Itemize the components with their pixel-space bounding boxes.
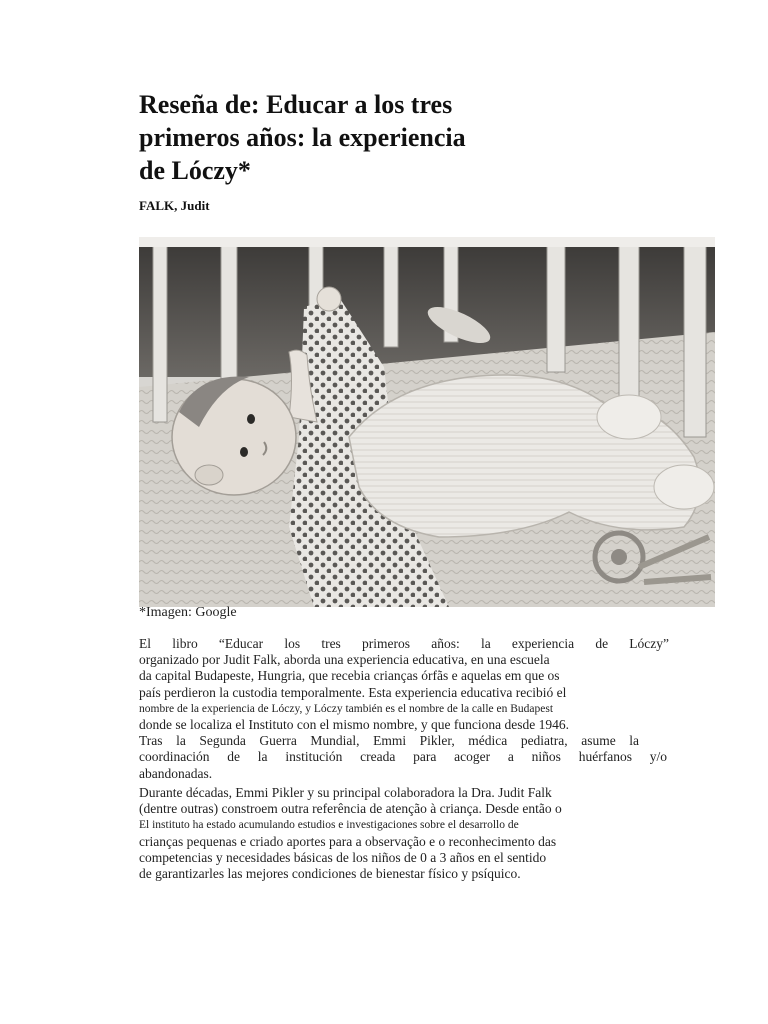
text-line: El libro “Educar los tres primeros años: la experiencia de Lóczy” [139, 636, 669, 651]
title-line: de Lóczy* [139, 156, 251, 185]
text-line: competencias y necesidades básicas de los niños de 0 a 3 años en el sentido [139, 849, 547, 865]
paragraph-2 [139, 785, 639, 882]
text-line: Tras la Segunda Guerra Mundial, Emmi Pikler, médica pediatra, asume la [139, 733, 639, 749]
text-line: (dentre outras) constroem outra referência de atenção à criança. Desde então o [139, 801, 562, 817]
text-line: da capital Budapeste, Hungria, que recebia crianças órfãs e aquelas em que os [139, 668, 560, 684]
text-line: país perdieron la custodia temporalmente. Esta experiencia educativa recibió el [139, 684, 567, 700]
text-line: Durante décadas, Emmi Pikler y su principal colaboradora la Dra. Judit Falk [139, 785, 552, 800]
text-line: donde se localiza el Instituto con el mismo nombre, y que funciona desde 1946. [139, 717, 570, 733]
text-line: organizado por Judit Falk, aborda una experiencia educativa, en una escuela [139, 652, 550, 668]
author-name: FALK, Judit [139, 198, 210, 213]
photo-illustration [139, 237, 715, 607]
text-line: de garantizarles las mejores condiciones de bienestar físico y psíquico. [139, 866, 521, 882]
text-line: crianças pequenas e criado aportes para a observação e o reconhecimento das [139, 833, 557, 849]
text-line: coordinación de la institución creada para acoger a niños huérfanos y/o [139, 749, 667, 765]
paragraph-1 [139, 622, 669, 782]
text-line: El instituto ha estado acumulando estudios e investigaciones sobre el desarrollo de [139, 819, 519, 832]
document-title [139, 88, 559, 187]
text-line: abandonadas. [139, 765, 213, 781]
baby-in-crib-photo [139, 237, 715, 607]
text-line: nombre de la experiencia de Lóczy, y Lóczy también es el nombre de la calle en Budapest [139, 702, 554, 715]
title-line: Reseña de: Educar a los tres [139, 90, 453, 119]
title-line: primeros años: la experiencia [139, 123, 466, 152]
image-caption: *Imagen: Google [139, 605, 237, 620]
